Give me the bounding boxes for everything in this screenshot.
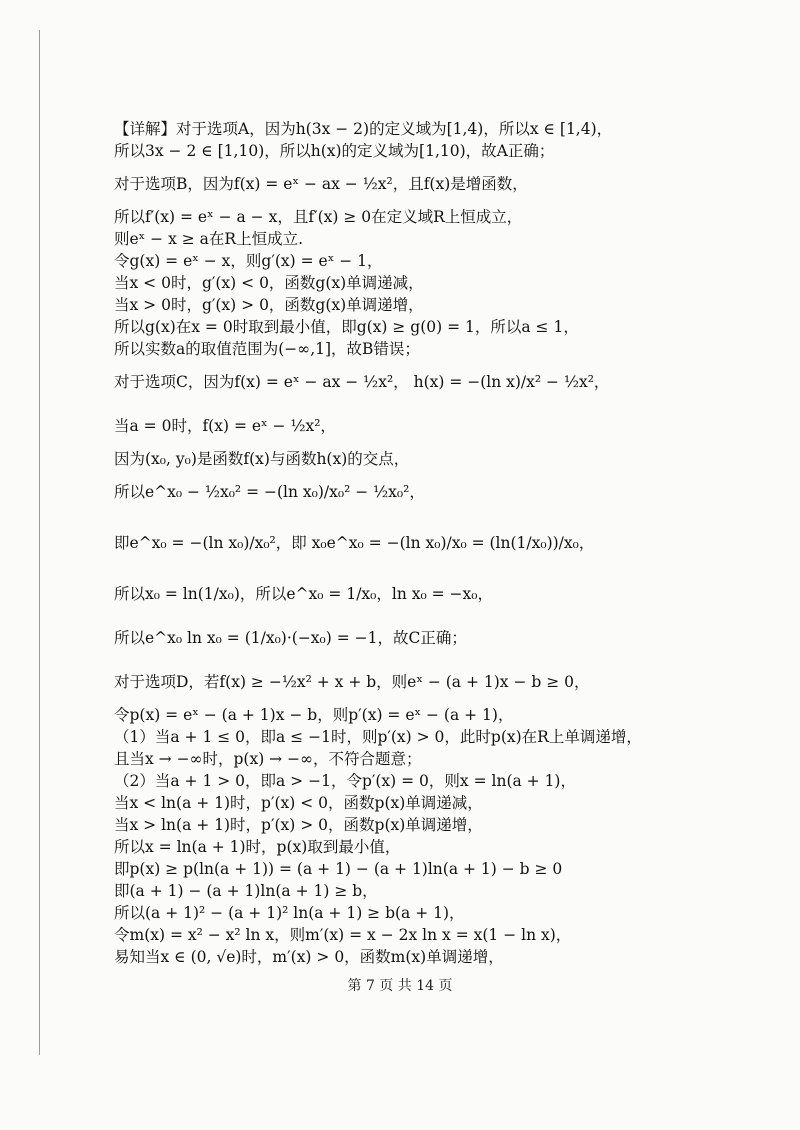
solution-line: 当x < ln(a + 1)时，p′(x) < 0，函数p(x)单调递减， — [114, 794, 483, 812]
solution-line: 对于选项B，因为f(x) = eˣ − ax − ½x²，且f(x)是增函数， — [114, 175, 528, 193]
solution-line: 即(a + 1) − (a + 1)ln(a + 1) ≥ b， — [114, 882, 378, 900]
solution-line: 对于选项D，若f(x) ≥ −½x² + x + b，则eˣ − (a + 1)x − b ≥ 0， — [114, 673, 590, 691]
solution-line: 当x > ln(a + 1)时，p′(x) > 0，函数p(x)单调递增， — [114, 816, 483, 834]
solution-line: 则eˣ − x ≥ a在R上恒成立. — [114, 230, 304, 248]
page-footer: 第 7 页 共 14 页 — [347, 978, 453, 994]
solution-line: 因为(x₀, y₀)是函数f(x)与函数h(x)的交点， — [114, 450, 410, 468]
solution-line: 【详解】对于选项A，因为h(3x − 2)的定义域为[1,4)，所以x ∈ [1,4)， — [114, 120, 613, 138]
solution-line: 对于选项C，因为f(x) = eˣ − ax − ½x²， h(x) = −(ln x)/x² − ½x²， — [114, 373, 610, 391]
solution-line: 且当x → −∞时，p(x) → −∞，不符合题意； — [114, 750, 422, 768]
solution-line: （2）当a + 1 > 0，即a > −1，令p′(x) = 0，则x = ln(a + 1)， — [114, 772, 576, 790]
solution-line: 当x < 0时，g′(x) < 0，函数g(x)单调递减， — [114, 274, 424, 292]
solution-line: 所以实数a的取值范围为(−∞,1]，故B错误； — [114, 340, 420, 358]
solution-line: 即p(x) ≥ p(ln(a + 1)) = (a + 1) − (a + 1)ln(a + 1) − b ≥ 0 — [114, 860, 563, 878]
solution-line: 即e^x₀ = −(ln x₀)/x₀²，即 x₀e^x₀ = −(ln x₀)/x₀ = (ln(1/x₀))/x₀， — [114, 534, 595, 552]
left-margin-rule — [39, 30, 40, 1055]
solution-line: 所以e^x₀ − ½x₀² = −(ln x₀)/x₀² − ½x₀²， — [114, 483, 425, 501]
solution-line: 易知当x ∈ (0, √e)时，m′(x) > 0，函数m(x)单调递增， — [114, 948, 504, 966]
solution-line: 令g(x) = eˣ − x，则g′(x) = eˣ − 1， — [114, 252, 383, 270]
solution-line: 所以e^x₀ ln x₀ = (1/x₀)·(−x₀) = −1，故C正确； — [114, 629, 467, 647]
solution-line: 当a = 0时，f(x) = eˣ − ½x²， — [114, 417, 336, 435]
solution-line: （1）当a + 1 ≤ 0，即a ≤ −1时，则p′(x) > 0，此时p(x)在R上单调递增， — [114, 728, 642, 746]
solution-line: 令m(x) = x² − x² ln x，则m′(x) = x − 2x ln x = x(1 − ln x)， — [114, 926, 572, 944]
solution-line: 所以x₀ = ln(1/x₀)，所以e^x₀ = 1/x₀，ln x₀ = −x₀， — [114, 585, 493, 603]
solution-body — [114, 118, 714, 968]
solution-line: 所以(a + 1)² − (a + 1)² ln(a + 1) ≥ b(a + 1)， — [114, 904, 465, 922]
solution-line: 当x > 0时，g′(x) > 0，函数g(x)单调递增， — [114, 296, 424, 314]
solution-line: 所以3x − 2 ∈ [1,10)，所以h(x)的定义域为[1,10)，故A正确； — [114, 142, 555, 160]
solution-line: 令p(x) = eˣ − (a + 1)x − b，则p′(x) = eˣ − (a + 1)， — [114, 706, 514, 724]
solution-line: 所以f′(x) = eˣ − a − x，且f′(x) ≥ 0在定义域R上恒成立， — [114, 208, 523, 226]
solution-line: 所以g(x)在x = 0时取到最小值，即g(x) ≥ g(0) = 1，所以a ≤ 1， — [114, 318, 579, 336]
solution-line: 所以x = ln(a + 1)时，p(x)取到最小值， — [114, 838, 401, 856]
